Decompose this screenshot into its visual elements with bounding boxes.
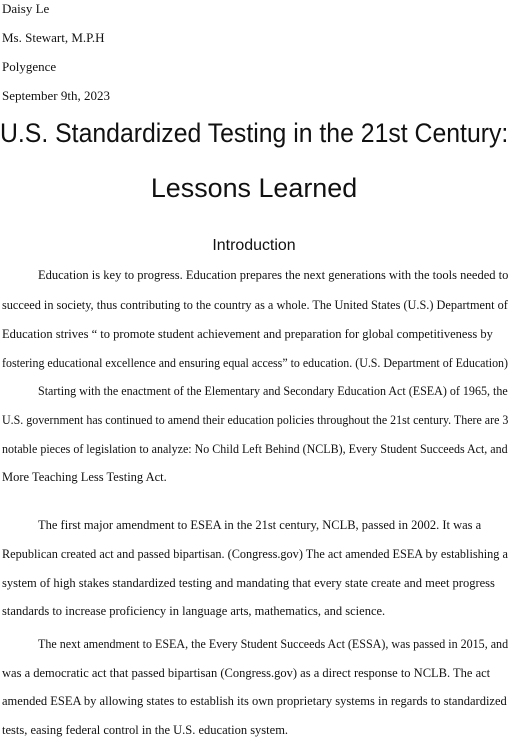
paragraph-line: was a democratic act that passed bipartisan (Congress.gov) as a direct response to NCLB. The act — [2, 666, 491, 680]
section-heading-introduction: Introduction — [212, 237, 296, 254]
instructor-name: Ms. Stewart, M.P.H — [2, 30, 105, 45]
paper-title-line-1: U.S. Standardized Testing in the 21st Century: — [0, 118, 509, 148]
paragraph-line: Republican created act and passed bipartisan. (Congress.gov) The act amended ESEA by establishing a — [2, 547, 508, 561]
paragraph-line: amended ESEA by allowing states to establish its own proprietary systems in regards to standardized — [2, 694, 507, 708]
paragraph-line: fostering educational excellence and ensuring equal access” to education. (U.S. Department of Education) — [2, 356, 508, 370]
paragraph-line: succeed in society, thus contributing to the country as a whole. The United States (U.S.) Department of — [2, 298, 508, 312]
paragraph-line: notable pieces of legislation to analyze: No Child Left Behind (NCLB), Every Student Succeeds Act, and — [2, 442, 508, 456]
paragraph-line: Education strives “ to promote student achievement and preparation for global competitiveness by — [2, 327, 493, 341]
paragraph-line: system of high stakes standardized testing and mandating that every state create and meet progress — [2, 576, 495, 590]
paragraph-line: tests, easing federal control in the U.S. education system. — [2, 723, 289, 737]
paragraph-line: U.S. government has continued to amend their education policies throughout the 21st century. There are 3 — [2, 413, 509, 427]
document-date: September 9th, 2023 — [2, 88, 110, 103]
paragraph-line: Education is key to progress. Education prepares the next generations with the tools needed to — [38, 268, 509, 282]
paper-title-line-2: Lessons Learned — [150, 173, 358, 203]
paragraph-line: Starting with the enactment of the Elementary and Secondary Education Act (ESEA) of 1965, the — [38, 384, 508, 398]
organization-name: Polygence — [2, 59, 57, 74]
paragraph-line: More Teaching Less Testing Act. — [2, 470, 167, 484]
paragraph-line: The next amendment to ESEA, the Every Student Succeeds Act (ESSA), was passed in 2015, and — [38, 637, 509, 651]
paragraph-line: The first major amendment to ESEA in the 21st century, NCLB, passed in 2002. It was a — [38, 518, 482, 532]
author-name: Daisy Le — [2, 1, 50, 16]
paragraph-line: standards to increase proficiency in language arts, mathematics, and science. — [2, 604, 386, 618]
